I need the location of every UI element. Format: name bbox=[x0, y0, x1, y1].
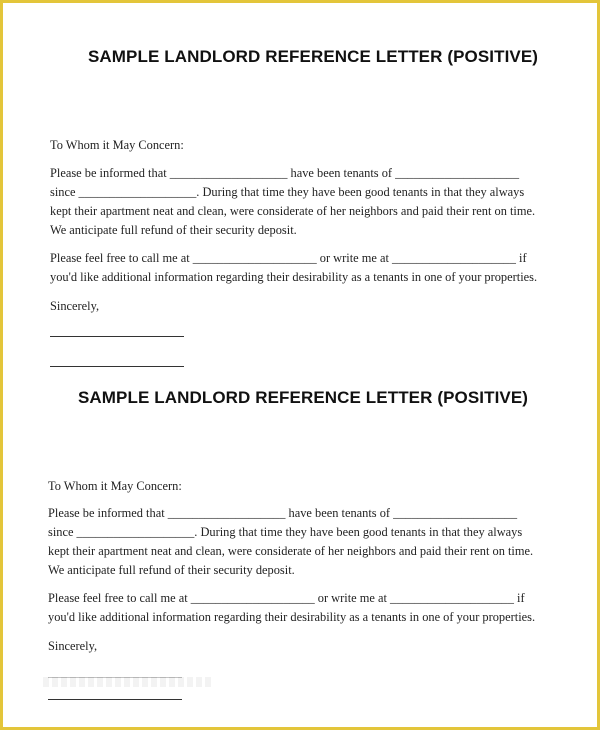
body-line: since ___________________. During that time they have been good tenants in that they always bbox=[50, 185, 525, 199]
watermark bbox=[43, 677, 213, 687]
body-line: Please be informed that ___________________ have been tenants of ____________________ bbox=[50, 166, 520, 180]
signature-line bbox=[50, 336, 184, 337]
name-line bbox=[48, 699, 182, 700]
body-line: since ___________________. During that time they have been good tenants in that they always bbox=[48, 525, 523, 539]
name-line bbox=[50, 366, 184, 367]
body-line: Please feel free to call me at ____________________ or write me at ____________________ if bbox=[48, 591, 525, 605]
body-line: you'd like additional information regarding their desirability as a tenants in one of your properties. bbox=[50, 270, 538, 284]
closing: Sincerely, bbox=[50, 299, 100, 313]
salutation: To Whom it May Concern: bbox=[48, 479, 182, 493]
body-line: Please feel free to call me at ____________________ or write me at ____________________ if bbox=[50, 251, 527, 265]
closing: Sincerely, bbox=[48, 639, 98, 653]
body-line: kept their apartment neat and clean, were considerate of her neighbors and paid their rent on time. bbox=[48, 544, 534, 558]
body-line: We anticipate full refund of their security deposit. bbox=[48, 563, 295, 577]
salutation: To Whom it May Concern: bbox=[50, 138, 184, 152]
body-line: kept their apartment neat and clean, were considerate of her neighbors and paid their rent on time. bbox=[50, 204, 536, 218]
body-line: We anticipate full refund of their security deposit. bbox=[50, 223, 297, 237]
body-line: Please be informed that ___________________ have been tenants of ____________________ bbox=[48, 506, 518, 520]
body-line: you'd like additional information regarding their desirability as a tenants in one of your properties. bbox=[48, 610, 536, 624]
letter-title: SAMPLE LANDLORD REFERENCE LETTER (POSITIVE) bbox=[87, 47, 539, 66]
letter-title: SAMPLE LANDLORD REFERENCE LETTER (POSITIVE) bbox=[77, 388, 529, 407]
